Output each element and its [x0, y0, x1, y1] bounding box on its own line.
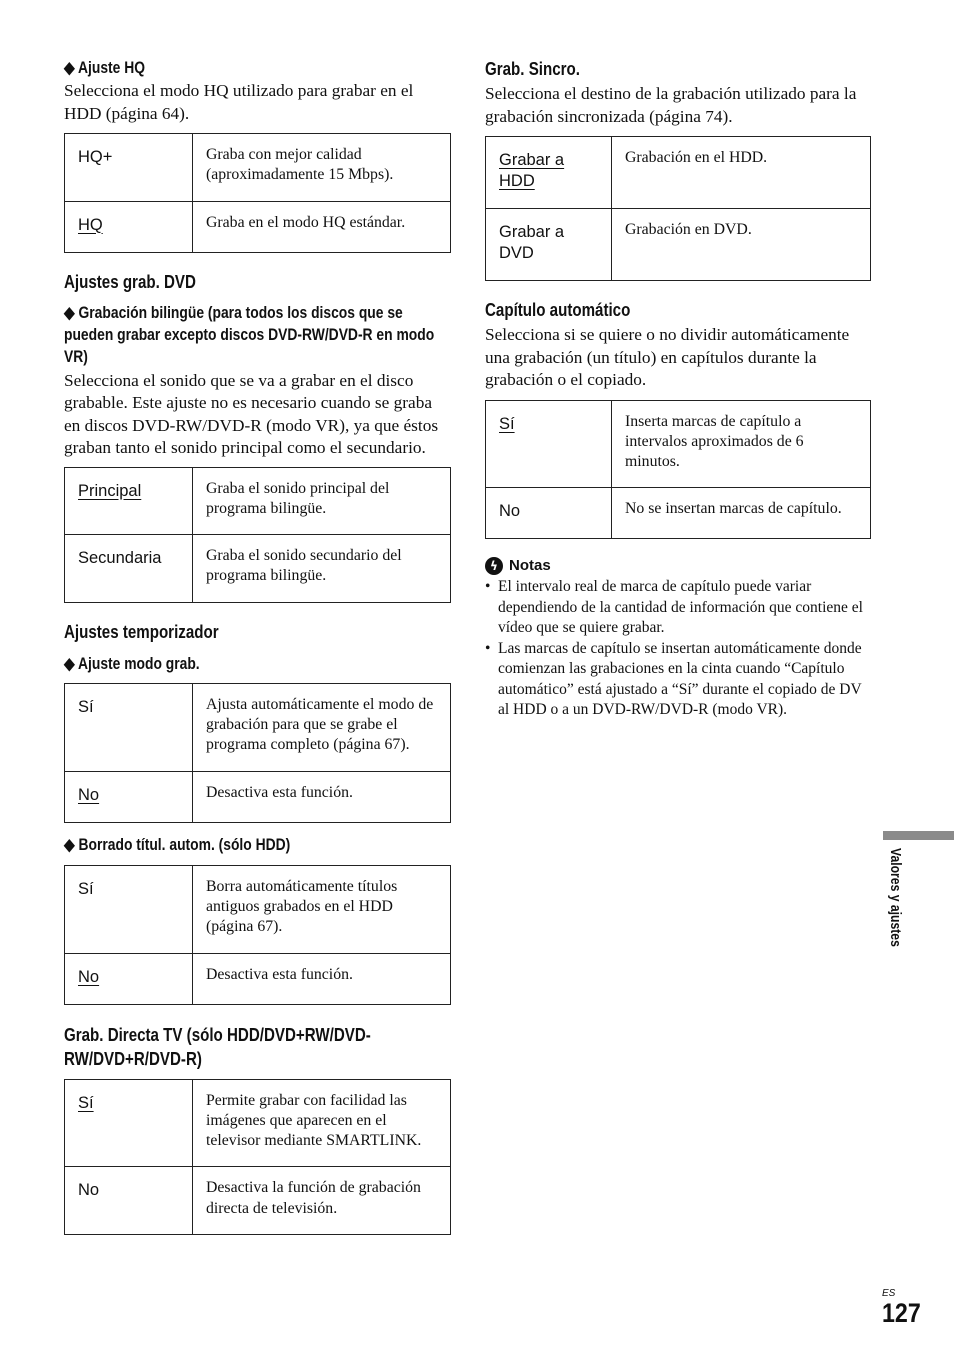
ajuste-hq-heading: ◆ Ajuste HQ — [64, 59, 145, 77]
table-row — [486, 488, 871, 539]
grabacion-bilingue-table — [64, 467, 451, 603]
grab-directa-heading: Grab. Directa TV (sólo HDD/DVD+RW/DVD-RW/DVD+R/DVD-R) — [64, 1024, 371, 1069]
option-key-default: Sí — [499, 414, 515, 433]
grabacion-bilingue-heading: ◆ Grabación bilingüe (para todos los discos que se pueden grabar excepto discos DVD-RW/DVD-R en modo VR) — [64, 303, 435, 366]
notes-title — [485, 556, 871, 576]
option-desc: No se insertan marcas de capítulo. — [612, 488, 871, 539]
table-row — [486, 400, 871, 488]
option-key: HQ+ — [65, 134, 193, 202]
option-key-default: HQ — [78, 215, 103, 234]
capitulo-automatico-text: Selecciona si se quiere o no dividir automáticamente una grabación (un título) en capítulos durante la grabación o el copiado. — [485, 325, 850, 389]
notes-list — [485, 577, 871, 721]
table-row — [65, 683, 451, 771]
option-desc: Grabación en el HDD. — [612, 137, 871, 209]
ajuste-hq-text: Selecciona el modo HQ utilizado para grabar en el HDD (página 64). — [64, 81, 414, 123]
option-desc: Borra automáticamente títulos antiguos grabados en el HDD (página 67). — [193, 865, 451, 953]
table-row — [65, 953, 451, 1004]
option-key-default: Grabar a HDD — [499, 151, 565, 190]
option-key: Secundaria — [65, 535, 193, 603]
table-row — [65, 134, 451, 202]
capitulo-automatico-heading: Capítulo automático — [485, 300, 631, 320]
table-row — [65, 467, 451, 535]
table-row — [486, 137, 871, 209]
option-key: Grabar a DVD — [486, 209, 612, 281]
table-row — [65, 1079, 451, 1167]
option-key-default: Principal — [78, 481, 142, 500]
list-item: • Las marcas de capítulo se insertan automáticamente donde comienzan las grabaciones en la cinta cuando “Capítulo automático” está ajustado a “Sí” durante el copiado de DV al HDD o a un DVD-RW/DVD-R (modo VR). — [485, 639, 871, 721]
table-row — [486, 209, 871, 281]
grab-directa-table — [64, 1079, 451, 1235]
borrado-titul-table — [64, 865, 451, 1005]
option-desc: Graba el sonido secundario del programa bilingüe. — [193, 535, 451, 603]
option-key-default: Sí — [78, 1093, 94, 1112]
option-desc: Graba el sonido principal del programa bilingüe. — [193, 467, 451, 535]
table-row — [65, 865, 451, 953]
right-column — [485, 57, 871, 721]
table-row — [65, 535, 451, 603]
page-number: 127 — [882, 1298, 921, 1328]
option-desc: Desactiva esta función. — [193, 953, 451, 1004]
option-desc: Desactiva esta función. — [193, 771, 451, 822]
borrado-titul-heading: ◆ Borrado títul. autom. (sólo HDD) — [64, 835, 291, 854]
capitulo-automatico-table — [485, 400, 871, 540]
option-key-default: No — [78, 967, 100, 986]
side-tab-label: Valores y ajustes — [887, 848, 903, 947]
option-key-default: No — [78, 785, 100, 804]
grab-sincro-heading: Grab. Sincro. — [485, 59, 580, 79]
option-desc: Desactiva la función de grabación directa de televisión. — [193, 1167, 451, 1235]
option-desc: Grabación en DVD. — [612, 209, 871, 281]
option-desc: Graba con mejor calidad (aproximadamente 15 Mbps). — [193, 134, 451, 202]
list-item: • El intervalo real de marca de capítulo puede variar dependiendo de la cantidad de información que contiene el vídeo que se quiere grabar. — [485, 577, 871, 639]
language-code: ES — [882, 1288, 896, 1299]
notes-title-text: Notas — [509, 557, 551, 575]
z-note-icon: ϟ — [485, 557, 503, 575]
option-desc: Permite grabar con facilidad las imágenes que aparecen en el televisor mediante SMARTLINK. — [193, 1079, 451, 1167]
option-key: No — [486, 488, 612, 539]
table-row — [65, 201, 451, 252]
option-key: Sí — [65, 683, 193, 771]
grabacion-bilingue-text: Selecciona el sonido que se va a grabar en el disco grabable. Este ajuste no es necesario cuando se graba en discos DVD-RW/DVD-R (modo VR), ya que éstos graban tanto el sonido principal como el secundario. — [64, 370, 439, 458]
option-desc: Ajusta automáticamente el modo de grabación para que se grabe el programa completo (página 67). — [193, 683, 451, 771]
option-desc: Graba en el modo HQ estándar. — [193, 201, 451, 252]
option-desc: Inserta marcas de capítulo a intervalos aproximados de 6 minutos. — [612, 400, 871, 488]
ajuste-modo-grab-table — [64, 683, 451, 823]
table-row — [65, 771, 451, 822]
grab-sincro-text: Selecciona el destino de la grabación utilizado para la grabación sincronizada (página 74). — [485, 84, 857, 126]
left-column — [64, 57, 451, 1235]
grab-sincro-table — [485, 136, 871, 281]
table-row — [65, 1167, 451, 1235]
side-tab-bar — [883, 831, 954, 840]
ajuste-modo-grab-heading: ◆ Ajuste modo grab. — [64, 654, 200, 673]
ajustes-temporizador-heading: Ajustes temporizador — [64, 621, 219, 642]
option-key: Sí — [65, 865, 193, 953]
option-key: No — [65, 1167, 193, 1235]
ajuste-hq-table — [64, 133, 451, 253]
ajustes-grab-dvd-heading: Ajustes grab. DVD — [64, 271, 196, 292]
